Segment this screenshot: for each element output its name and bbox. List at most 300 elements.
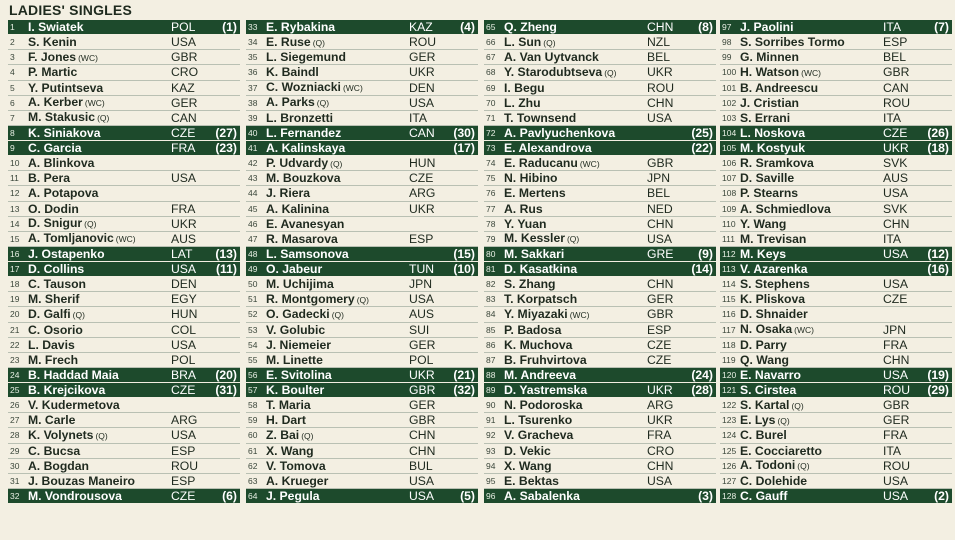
draw-position: 87 bbox=[486, 354, 496, 365]
player-country: UKR bbox=[883, 141, 909, 156]
seed-number: (22) bbox=[691, 141, 713, 156]
entry-tag: (WC) bbox=[579, 158, 600, 169]
player-name: A. Blinkova bbox=[28, 156, 95, 171]
player-name-cell bbox=[740, 20, 883, 34]
draw-row bbox=[246, 247, 478, 262]
seed-number: (18) bbox=[927, 141, 949, 156]
player-name-cell bbox=[504, 111, 647, 125]
draw-row bbox=[484, 50, 716, 65]
draw-position: 100 bbox=[722, 67, 737, 78]
player-name: L. Siegemund bbox=[266, 50, 346, 65]
draw-row bbox=[246, 156, 478, 171]
player-name-cell bbox=[266, 338, 409, 352]
draw-column-2 bbox=[246, 20, 478, 536]
draw-position: 16 bbox=[10, 248, 20, 259]
draw-row bbox=[720, 338, 952, 353]
draw-position: 79 bbox=[486, 233, 496, 244]
player-name-cell bbox=[504, 428, 647, 442]
player-country: ROU bbox=[409, 35, 437, 50]
player-country: GBR bbox=[409, 383, 436, 398]
draw-row bbox=[484, 186, 716, 201]
draw-position: 58 bbox=[248, 400, 258, 411]
draw-position: 2 bbox=[10, 37, 15, 48]
seed-number: (7) bbox=[934, 20, 949, 35]
player-name-cell bbox=[740, 247, 883, 261]
draw-row bbox=[484, 217, 716, 232]
draw-position: 7 bbox=[10, 112, 15, 123]
player-name-cell bbox=[266, 232, 409, 246]
draw-row bbox=[8, 247, 240, 262]
seed-number: (26) bbox=[927, 125, 949, 140]
player-name: M. Trevisan bbox=[740, 231, 807, 246]
player-name: D. Parry bbox=[740, 337, 787, 352]
draw-row bbox=[8, 413, 240, 428]
draw-position: 106 bbox=[722, 158, 737, 169]
draw-row bbox=[720, 20, 952, 35]
player-name-cell bbox=[28, 474, 171, 488]
player-name-cell bbox=[504, 489, 647, 503]
player-name: B. Fruhvirtova bbox=[504, 352, 587, 367]
draw-position: 126 bbox=[722, 460, 737, 471]
draw-position: 10 bbox=[10, 158, 20, 169]
draw-position: 36 bbox=[248, 67, 258, 78]
player-name-cell bbox=[28, 262, 171, 276]
draw-row bbox=[246, 35, 478, 50]
player-country: POL bbox=[409, 352, 434, 367]
draw-row bbox=[484, 459, 716, 474]
player-name-cell bbox=[28, 292, 171, 306]
draw-position: 119 bbox=[722, 354, 736, 365]
player-name-cell bbox=[28, 20, 171, 34]
draw-row bbox=[246, 81, 478, 96]
player-country: CZE bbox=[647, 337, 672, 352]
draw-position: 21 bbox=[10, 324, 20, 335]
player-country: CZE bbox=[409, 171, 434, 186]
player-name-cell bbox=[504, 459, 647, 473]
draw-position: 128 bbox=[722, 490, 737, 501]
player-name: D. Galfi bbox=[28, 306, 71, 321]
draw-position: 122 bbox=[722, 400, 737, 411]
player-name-cell bbox=[504, 156, 647, 171]
player-name-cell bbox=[28, 338, 171, 352]
player-country: UKR bbox=[647, 383, 673, 398]
draw-row bbox=[484, 474, 716, 489]
draw-position: 102 bbox=[722, 97, 737, 108]
player-country: CHN bbox=[647, 95, 674, 110]
player-name: M. Sherif bbox=[28, 292, 80, 307]
player-name: Y. Miyazaki bbox=[504, 306, 568, 321]
draw-position: 120 bbox=[722, 369, 737, 380]
draw-row bbox=[8, 20, 240, 35]
player-name: S. Stephens bbox=[740, 277, 810, 292]
draw-row bbox=[484, 247, 716, 262]
player-country: ESP bbox=[171, 443, 196, 458]
entry-tag: (WC) bbox=[115, 234, 136, 245]
player-name: H. Watson bbox=[740, 64, 800, 79]
draw-row bbox=[246, 413, 478, 428]
draw-row bbox=[484, 444, 716, 459]
player-name-cell bbox=[266, 126, 409, 140]
draw-row bbox=[720, 353, 952, 368]
player-country: COL bbox=[171, 322, 197, 337]
player-name: E. Svitolina bbox=[266, 367, 332, 382]
draw-position: 43 bbox=[248, 173, 258, 184]
player-name: A. Kerber bbox=[28, 95, 83, 110]
player-name-cell bbox=[28, 398, 171, 412]
player-name: A. Pavlyuchenkova bbox=[504, 125, 616, 140]
player-name: T. Korpatsch bbox=[504, 292, 578, 307]
player-name-cell bbox=[28, 81, 171, 95]
player-name: P. Martic bbox=[28, 65, 78, 80]
draw-row bbox=[246, 277, 478, 292]
draw-position: 4 bbox=[10, 67, 15, 78]
draw-row bbox=[8, 489, 240, 504]
player-country: CZE bbox=[647, 352, 672, 367]
draw-row bbox=[484, 232, 716, 247]
player-name: P. Badosa bbox=[504, 322, 562, 337]
player-country: USA bbox=[883, 186, 909, 201]
draw-position: 38 bbox=[248, 97, 258, 108]
entry-tag: (WC) bbox=[801, 67, 821, 78]
player-name: L. Tsurenko bbox=[504, 413, 573, 428]
draw-row bbox=[246, 141, 478, 156]
player-country: HUN bbox=[171, 307, 198, 322]
draw-row bbox=[8, 35, 240, 50]
player-name-cell bbox=[740, 338, 883, 352]
draw-position: 29 bbox=[10, 445, 20, 456]
player-name-cell bbox=[266, 413, 409, 427]
draw-row bbox=[246, 489, 478, 504]
draw-position: 20 bbox=[10, 309, 20, 320]
draw-position: 116 bbox=[722, 309, 736, 320]
player-name: K. Siniakova bbox=[28, 125, 101, 140]
draw-position: 84 bbox=[486, 309, 496, 320]
draw-position: 30 bbox=[10, 460, 20, 471]
entry-tag: (WC) bbox=[569, 309, 590, 320]
draw-position: 23 bbox=[10, 354, 20, 365]
player-name-cell bbox=[504, 474, 647, 488]
player-country: USA bbox=[171, 337, 197, 352]
player-name: I. Swiatek bbox=[28, 20, 84, 35]
player-name: H. Dart bbox=[266, 413, 306, 428]
draw-position: 117 bbox=[722, 324, 736, 335]
player-name: E. Raducanu bbox=[504, 155, 578, 170]
draw-row bbox=[484, 489, 716, 504]
player-name-cell bbox=[504, 368, 647, 382]
player-name: M. Bouzkova bbox=[266, 171, 341, 186]
player-name-cell bbox=[28, 110, 171, 125]
seed-number: (12) bbox=[927, 246, 949, 261]
draw-position: 77 bbox=[486, 203, 496, 214]
player-country: BEL bbox=[647, 186, 671, 201]
draw-row bbox=[8, 262, 240, 277]
player-name: K. Pliskova bbox=[740, 292, 806, 307]
player-name-cell bbox=[28, 186, 171, 200]
player-name: A. Kalinina bbox=[266, 201, 329, 216]
draw-position: 17 bbox=[10, 264, 20, 275]
player-country: HUN bbox=[409, 156, 436, 171]
player-name: Z. Bai bbox=[266, 427, 300, 442]
player-name-cell bbox=[28, 489, 171, 503]
player-name: S. Errani bbox=[740, 110, 791, 125]
player-name-cell bbox=[504, 353, 647, 367]
draw-position: 11 bbox=[10, 173, 19, 184]
draw-position: 37 bbox=[248, 82, 258, 93]
draw-position: 54 bbox=[248, 339, 258, 350]
player-country: EGY bbox=[171, 292, 197, 307]
player-country: GER bbox=[409, 398, 436, 413]
draw-row bbox=[720, 96, 952, 111]
player-name-cell bbox=[504, 383, 647, 397]
player-name: M. Keys bbox=[740, 246, 787, 261]
player-name: A. Sabalenka bbox=[504, 488, 580, 503]
player-name: R. Montgomery bbox=[266, 291, 355, 306]
player-name-cell bbox=[28, 216, 171, 231]
draw-position: 9 bbox=[10, 143, 15, 154]
player-name-cell bbox=[740, 111, 883, 125]
draw-row bbox=[720, 232, 952, 247]
player-name-cell bbox=[740, 458, 883, 473]
draw-position: 53 bbox=[248, 324, 258, 335]
player-country: JPN bbox=[883, 322, 907, 337]
draw-position: 35 bbox=[248, 52, 258, 63]
player-country: JPN bbox=[409, 277, 433, 292]
seed-number: (3) bbox=[698, 488, 713, 503]
player-name: T. Maria bbox=[266, 398, 311, 413]
player-name-cell bbox=[266, 428, 409, 443]
player-name-cell bbox=[28, 444, 171, 458]
draw-row bbox=[246, 50, 478, 65]
player-country: ARG bbox=[647, 398, 674, 413]
draw-position: 56 bbox=[248, 369, 258, 380]
player-country: CHN bbox=[883, 352, 910, 367]
draw-position: 51 bbox=[248, 294, 258, 305]
draw-position: 108 bbox=[722, 188, 737, 199]
player-name-cell bbox=[740, 413, 883, 428]
draw-position: 103 bbox=[722, 112, 737, 123]
player-name: Y. Putintseva bbox=[28, 80, 104, 95]
draw-row bbox=[246, 20, 478, 35]
player-name-cell bbox=[504, 202, 647, 216]
player-country: CZE bbox=[883, 125, 908, 140]
draw-row bbox=[484, 368, 716, 383]
entry-tag: (Q) bbox=[791, 400, 804, 411]
player-name-cell bbox=[266, 111, 409, 125]
draw-position: 55 bbox=[248, 354, 258, 365]
player-country: USA bbox=[883, 473, 909, 488]
draw-row bbox=[8, 96, 240, 111]
draw-position: 66 bbox=[486, 37, 496, 48]
draw-row bbox=[720, 474, 952, 489]
draw-position: 70 bbox=[486, 97, 496, 108]
player-name-cell bbox=[266, 307, 409, 322]
draw-position: 88 bbox=[486, 369, 496, 380]
player-name-cell bbox=[740, 368, 883, 382]
player-name-cell bbox=[266, 353, 409, 367]
entry-tag: (WC) bbox=[78, 52, 98, 63]
player-name-cell bbox=[740, 50, 883, 64]
player-name-cell bbox=[266, 459, 409, 473]
player-name-cell bbox=[28, 459, 171, 473]
draw-position: 72 bbox=[486, 127, 496, 138]
player-name: V. Kudermetova bbox=[28, 398, 120, 413]
player-name: V. Azarenka bbox=[740, 262, 808, 277]
seed-number: (8) bbox=[698, 20, 713, 35]
draw-position: 99 bbox=[722, 52, 732, 63]
player-name: N. Osaka bbox=[740, 322, 793, 337]
draw-position: 44 bbox=[248, 188, 258, 199]
player-country: CZE bbox=[883, 292, 908, 307]
player-name: B. Pera bbox=[28, 171, 71, 186]
player-name: C. Wozniacki bbox=[266, 80, 341, 95]
draw-row bbox=[8, 398, 240, 413]
draw-row bbox=[8, 202, 240, 217]
player-name: A. Tomljanovic bbox=[28, 231, 114, 246]
entry-tag: (Q) bbox=[84, 219, 97, 230]
player-name: J. Cristian bbox=[740, 95, 799, 110]
entry-tag: (Q) bbox=[330, 158, 343, 169]
draw-row bbox=[720, 247, 952, 262]
draw-position: 6 bbox=[10, 97, 15, 108]
draw-row bbox=[720, 141, 952, 156]
player-country: BUL bbox=[409, 458, 433, 473]
player-country: USA bbox=[409, 292, 435, 307]
player-name-cell bbox=[266, 474, 409, 488]
draw-position: 110 bbox=[722, 218, 736, 229]
draw-position: 95 bbox=[486, 475, 496, 486]
draw-position: 73 bbox=[486, 143, 496, 154]
player-name: J. Riera bbox=[266, 186, 311, 201]
player-name-cell bbox=[740, 81, 883, 95]
player-name: A. Todoni bbox=[740, 458, 796, 473]
player-country: FRA bbox=[647, 428, 672, 443]
draw-row bbox=[720, 277, 952, 292]
seed-number: (21) bbox=[453, 367, 475, 382]
player-name-cell bbox=[504, 50, 647, 64]
player-name-cell bbox=[504, 398, 647, 412]
draw-position: 31 bbox=[10, 475, 20, 486]
draw-row bbox=[246, 383, 478, 398]
draw-row bbox=[484, 277, 716, 292]
draw-position: 94 bbox=[486, 460, 496, 471]
draw-position: 39 bbox=[248, 112, 258, 123]
player-name-cell bbox=[28, 35, 171, 49]
player-country: ROU bbox=[883, 458, 911, 473]
player-name-cell bbox=[740, 383, 883, 397]
draw-position: 59 bbox=[248, 415, 258, 426]
player-name-cell bbox=[28, 141, 171, 155]
seed-number: (1) bbox=[222, 20, 237, 35]
draw-row bbox=[8, 171, 240, 186]
player-name: J. Bouzas Maneiro bbox=[28, 473, 136, 488]
player-name-cell bbox=[28, 171, 171, 185]
draw-position: 127 bbox=[722, 475, 737, 486]
draw-position: 96 bbox=[486, 490, 496, 501]
draw-row bbox=[484, 428, 716, 443]
player-name: Y. Yuan bbox=[504, 216, 547, 231]
draw-row bbox=[246, 444, 478, 459]
draw-position: 69 bbox=[486, 82, 496, 93]
player-name-cell bbox=[266, 141, 409, 155]
draw-position: 92 bbox=[486, 430, 496, 441]
seed-number: (2) bbox=[934, 488, 949, 503]
player-country: USA bbox=[883, 367, 909, 382]
player-name: B. Andreescu bbox=[740, 80, 819, 95]
draw-column-1 bbox=[8, 20, 240, 536]
draw-row bbox=[720, 171, 952, 186]
draw-row bbox=[8, 141, 240, 156]
player-name: C. Osorio bbox=[28, 322, 83, 337]
entry-tag: (WC) bbox=[84, 98, 105, 109]
draw-row bbox=[8, 353, 240, 368]
player-name: X. Wang bbox=[504, 458, 552, 473]
player-country: AUS bbox=[409, 307, 435, 322]
player-name-cell bbox=[266, 156, 409, 171]
player-country: GER bbox=[409, 50, 436, 65]
player-country: USA bbox=[171, 35, 197, 50]
draw-position: 90 bbox=[486, 400, 496, 411]
player-country: GER bbox=[883, 413, 910, 428]
player-country: ROU bbox=[171, 458, 199, 473]
player-name-cell bbox=[28, 231, 171, 246]
player-name: R. Masarova bbox=[266, 231, 338, 246]
draw-position: 19 bbox=[10, 294, 20, 305]
seed-number: (19) bbox=[927, 367, 949, 382]
draw-position: 62 bbox=[248, 460, 258, 471]
player-country: NED bbox=[647, 201, 673, 216]
player-name: K. Muchova bbox=[504, 337, 573, 352]
draw-row bbox=[8, 459, 240, 474]
player-name-cell bbox=[28, 277, 171, 291]
player-country: CHN bbox=[883, 216, 910, 231]
draw-row bbox=[484, 111, 716, 126]
draw-row bbox=[720, 459, 952, 474]
seed-number: (15) bbox=[453, 246, 475, 261]
draw-row bbox=[720, 50, 952, 65]
player-name: L. Bronzetti bbox=[266, 110, 334, 125]
player-name-cell bbox=[266, 20, 409, 34]
player-name: M. Kostyuk bbox=[740, 141, 806, 156]
player-name: K. Baindl bbox=[266, 65, 319, 80]
draw-position: 112 bbox=[722, 248, 736, 259]
draw-row bbox=[246, 428, 478, 443]
draw-position: 101 bbox=[722, 82, 737, 93]
draw-position: 33 bbox=[248, 22, 258, 33]
player-name: C. Tauson bbox=[28, 277, 87, 292]
player-name: E. Alexandrova bbox=[504, 141, 592, 156]
draw-position: 86 bbox=[486, 339, 496, 350]
draw-position: 13 bbox=[10, 203, 20, 214]
draw-row bbox=[8, 81, 240, 96]
player-country: USA bbox=[171, 262, 197, 277]
player-name-cell bbox=[28, 428, 171, 443]
player-name-cell bbox=[740, 141, 883, 155]
draw-row bbox=[720, 413, 952, 428]
player-name: D. Snigur bbox=[28, 216, 83, 231]
player-name: E. Lys bbox=[740, 412, 776, 427]
player-name: C. Garcia bbox=[28, 141, 82, 156]
player-name-cell bbox=[266, 277, 409, 291]
player-name: O. Gadecki bbox=[266, 306, 330, 321]
player-country: POL bbox=[171, 20, 196, 35]
draw-row bbox=[484, 156, 716, 171]
draw-position: 28 bbox=[10, 430, 20, 441]
player-country: JPN bbox=[647, 171, 671, 186]
draw-row bbox=[484, 96, 716, 111]
player-name: N. Hibino bbox=[504, 171, 558, 186]
player-name: L. Fernandez bbox=[266, 125, 342, 140]
player-name: J. Ostapenko bbox=[28, 246, 105, 261]
